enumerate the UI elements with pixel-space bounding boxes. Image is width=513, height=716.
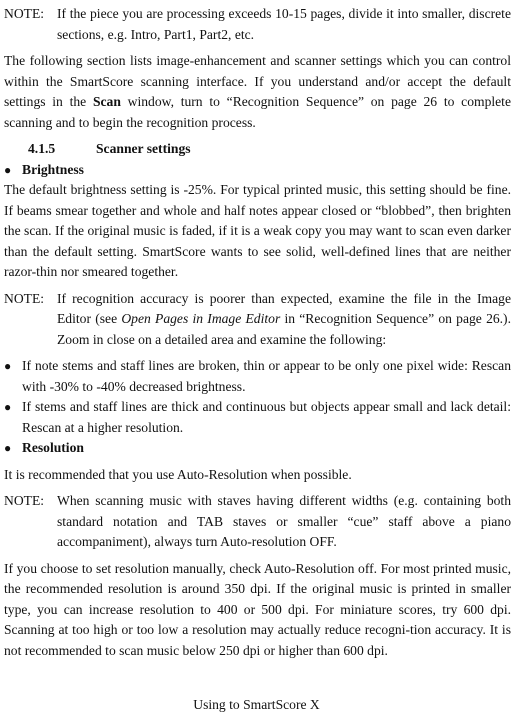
intro-paragraph: [4, 51, 511, 133]
page-footer: Using to SmartScore X: [193, 697, 320, 712]
tip-item: [4, 397, 511, 438]
note-text: If the piece you are processing exceeds 10-15 pages, divide it into smaller, discrete sections, e.g. Intro, Part1, Part2, etc.: [57, 6, 511, 42]
bullet-icon: ●: [4, 162, 12, 177]
scan-window-term: Scan: [92, 94, 121, 109]
bullet-icon: ●: [4, 441, 12, 455]
section-title: Scanner settings: [96, 141, 191, 156]
closing-paragraph: If you choose to set resolution manually, check Auto-Resolution off. For most printed music, the recommended resolution is around 350 dpi. If the original music is printed in smaller type, you can increase resolution to 400 or 500 dpi. For miniature scores, try 600 dpi. Scanning at too high or too low a resolution may actually reduce recogni-tion accuracy. It is not recommended to scan music below 250 dpi or higher than 600 dpi.: [4, 560, 511, 658]
image-editor-reference: Open Pages in Image Editor: [121, 311, 281, 326]
tip-item: [4, 356, 511, 397]
bullet-icon: ●: [4, 400, 12, 414]
note-auto-resolution: [4, 491, 511, 553]
note-recognition-accuracy: [4, 289, 511, 351]
brightness-heading: [4, 160, 511, 181]
resolution-title: Resolution: [22, 440, 84, 455]
resolution-heading: [4, 438, 511, 459]
tip-text: If note stems and staff lines are broken, thin or appear to be only one pixel wide: Rescan with -30% to -40% decreased brightness.: [22, 358, 511, 394]
note-text: [57, 289, 511, 351]
note-text-end: in “Recognition Sequence” on page 26.). Zoom in close on a detailed area and examine the following:: [57, 311, 511, 347]
note-label: NOTE:: [4, 493, 45, 508]
note-text: When scanning music with staves having different widths (e.g. containing both standard notation and TAB staves or smaller “cue” staff above a piano accompaniment), always turn Auto-resolution OFF.: [57, 493, 511, 549]
bullet-icon: ●: [4, 359, 12, 373]
document-page: [4, 4, 511, 661]
tip-text: If stems and staff lines are thick and continuous but objects appear small and lack detail: Rescan at a higher resolution.: [22, 399, 511, 435]
resolution-paragraph: It is recommended that you use Auto-Resolution when possible.: [4, 466, 352, 482]
note-text-start: If recognition accuracy is poorer than expected, examine the file in the Image Editor (see: [57, 290, 511, 326]
section-heading: [4, 139, 511, 160]
intro-text-end: window, turn to “Recognition Sequence” on page 26 to complete scanning and to begin the recognition process.: [4, 94, 511, 130]
brightness-paragraph: The default brightness setting is -25%. For typical printed music, this setting should be fine. If beams smear together and whole and half notes appear closed or “blobbed”, then brighten the scan. If the original music is faded, if it is a weak copy you may want to scan even darker than the default setting. SmartScore wants to see solid, well-defined lines that are neither razor-thin nor smeared together.: [4, 182, 511, 279]
note-label: NOTE:: [4, 290, 45, 306]
brightness-title: Brightness: [22, 161, 84, 177]
section-number: 4.1.5: [28, 141, 56, 156]
note-page-limit: [4, 4, 511, 45]
note-label: NOTE:: [4, 6, 45, 21]
intro-text-start: The following section lists image-enhancement and scanner settings which you can control within the SmartScore scanning interface. If you understand and/or accept the default settings in the: [4, 53, 511, 109]
